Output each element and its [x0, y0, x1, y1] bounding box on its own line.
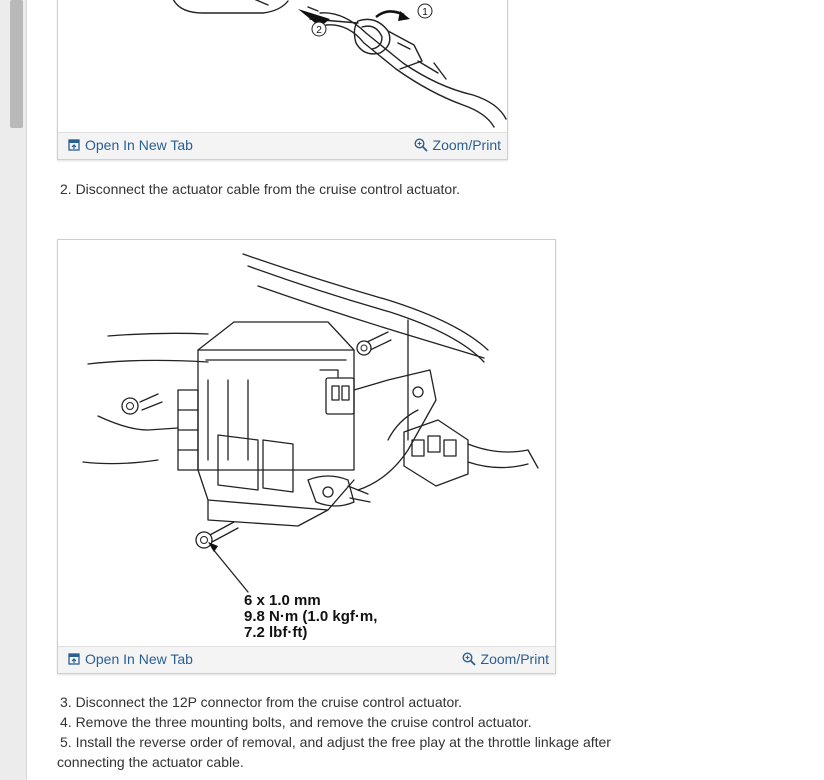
procedure-content	[27, 0, 824, 780]
callout-1: 1	[422, 7, 428, 18]
bolt-spec-size: 6 x 1.0 mm	[244, 592, 321, 609]
scrollbar-track[interactable]	[0, 0, 27, 780]
open-in-new-tab-label: Open In New Tab	[85, 651, 193, 667]
cruise-control-actuator-illustration	[58, 240, 555, 646]
new-tab-icon	[68, 653, 80, 665]
figure-actuator-cable	[57, 0, 508, 160]
zoom-icon	[462, 652, 476, 666]
figure-toolbar	[58, 132, 507, 159]
bolt-spec-torque: 9.8 N·m (1.0 kgf·m,	[244, 608, 378, 625]
callout-2: 2	[316, 25, 322, 36]
step-2: 2. Disconnect the actuator cable from the cruise control actuator.	[60, 181, 460, 197]
step-5: 5. Install the reverse order of removal, and adjust the free play at the throttle linkage after	[60, 734, 611, 750]
zoom-print-label: Zoom/Print	[480, 651, 549, 667]
bolt-spec-torque-imperial: 7.2 lbf·ft)	[244, 624, 308, 641]
step-4: 4. Remove the three mounting bolts, and remove the cruise control actuator.	[60, 714, 532, 730]
open-in-new-tab-label: Open In New Tab	[85, 137, 193, 153]
zoom-print-button[interactable]	[462, 651, 549, 667]
step-3: 3. Disconnect the 12P connector from the cruise control actuator.	[60, 694, 463, 710]
open-in-new-tab-button[interactable]	[68, 137, 193, 153]
new-tab-icon	[68, 139, 80, 151]
figure-cruise-control-actuator	[57, 239, 556, 674]
figure-toolbar	[58, 646, 555, 673]
step-5-continued: connecting the actuator cable.	[57, 754, 244, 770]
zoom-icon	[414, 138, 428, 152]
open-in-new-tab-button[interactable]	[68, 651, 193, 667]
zoom-print-label: Zoom/Print	[432, 137, 501, 153]
actuator-cable-illustration	[58, 0, 507, 133]
scrollbar-thumb[interactable]	[10, 0, 23, 128]
zoom-print-button[interactable]	[414, 137, 501, 153]
